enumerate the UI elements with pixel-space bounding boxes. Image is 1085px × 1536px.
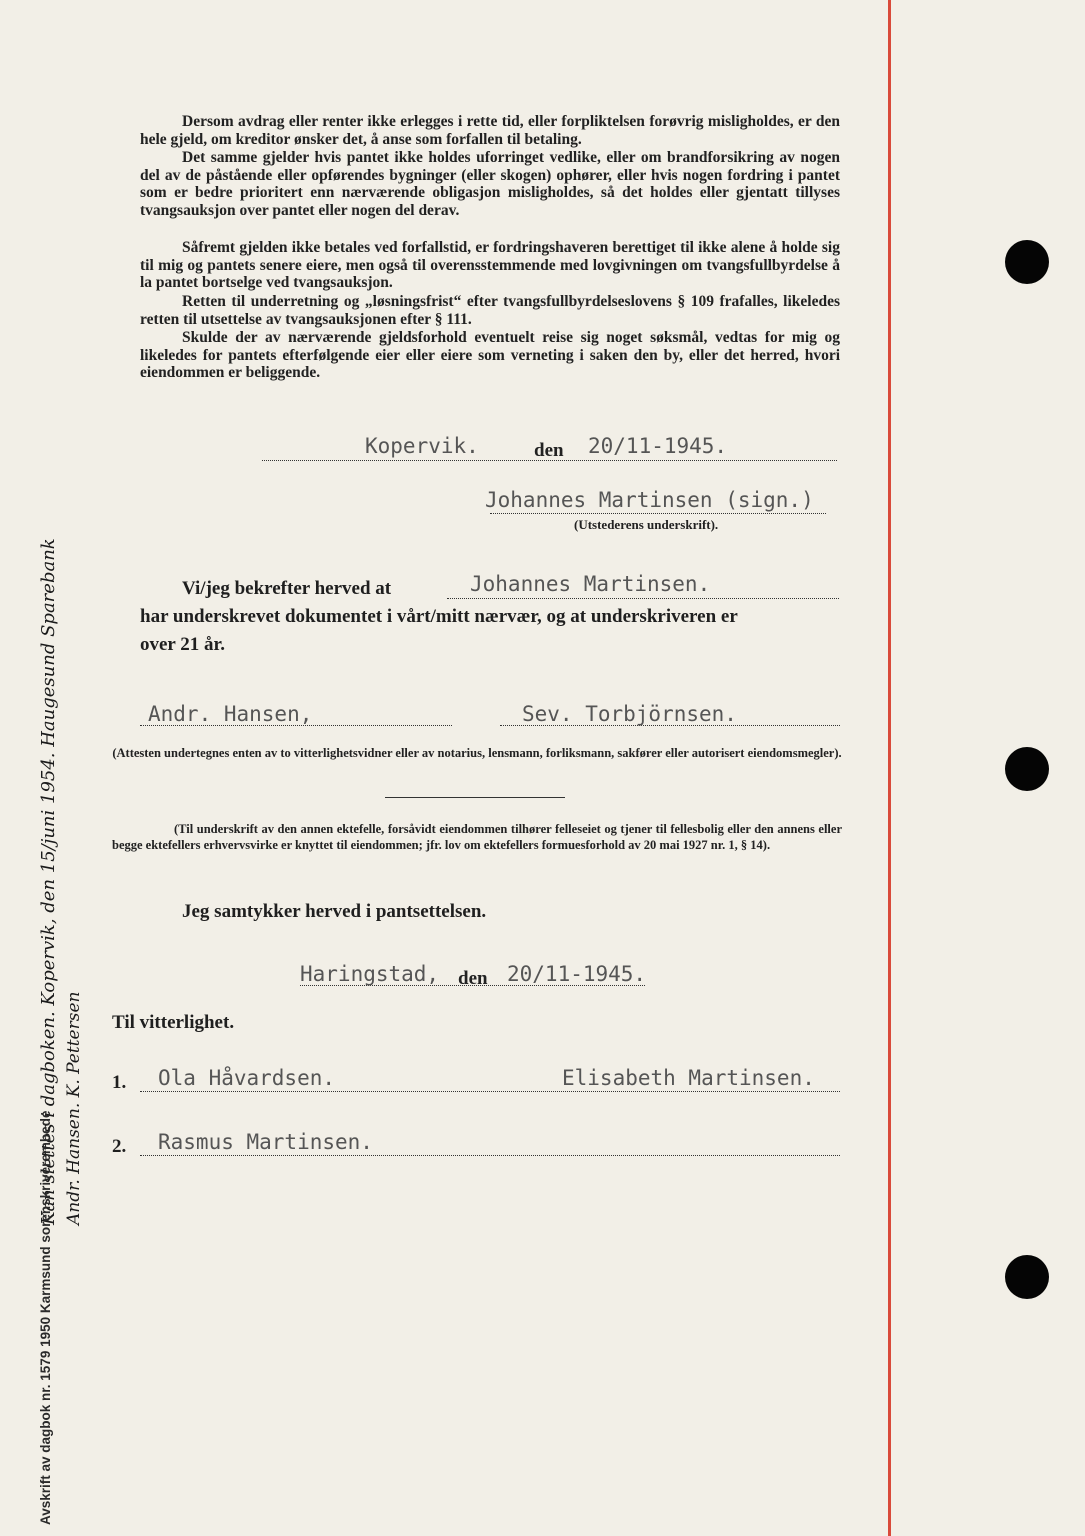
punch-hole: [1005, 240, 1049, 284]
margin-handwriting-2: Andr. Hansen. K. Pettersen: [64, 991, 84, 1225]
witness-right: Sev. Torbjörnsen.: [522, 702, 737, 726]
punch-hole: [1005, 1255, 1049, 1299]
condition-paragraph-1: Dersom avdrag eller renter ikke erlegges i rette tid, eller forpliktelsen forøvrig misligholdes, er den hele gjeld, om kreditor ønsker det, å anse som forfallen til betaling.: [140, 113, 840, 148]
confirmation-line-2: har underskrevet dokumentet i vårt/mitt nærvær, og at underskriveren er: [140, 606, 738, 627]
spouse-note: (Til underskrift av den annen ektefelle, forsåvidt eiendommen tilhører felleseiet og tjener til fellesbolig eller den annens eller begge ektefellers erhvervsvirke er knyttet til eiendommen; jfr. lov om ektefellers formuesforhold av 20 mai 1927 nr. 1, § 14).: [112, 822, 842, 852]
separator-rule: [385, 797, 565, 798]
attest-witness-1: Ola Håvardsen.: [158, 1066, 336, 1090]
den-label: den: [534, 440, 564, 461]
margin-rule: [888, 0, 891, 1536]
confirmation-name-line: [447, 598, 839, 599]
condition-paragraph-5: Skulde der av nærværende gjeldsforhold eventuelt reise sig noget søksmål, vedtas for mig og likeledes for pantets efterfølgende eier eller eiere som verneting i saken den by, eller det herred, hvori eiendommen er beliggende.: [140, 329, 840, 382]
condition-paragraph-2: Det samme gjelder hvis pantet ikke holdes uforringet vedlike, eller om brandforsikring av nogen del av de påstående eller opførendes bygninger (eller skogen) ophører, eller hvis nogen fordring i pantet som er bedre prioritert enn nærværende obligasjon misligholdes, så det holdes eller gjentatt tillyses tvangsauksjon over pantet eller nogen del derav.: [140, 149, 840, 219]
witness-left: Andr. Hansen,: [148, 702, 313, 726]
consent-text: Jeg samtykker herved i pantsettelsen.: [182, 901, 487, 922]
consent-place: Haringstad,: [300, 962, 440, 986]
signature-line: [490, 513, 826, 514]
attest-row-1-number: 1.: [112, 1072, 127, 1093]
punch-hole: [1005, 747, 1049, 791]
attest-row-1-line: [140, 1091, 840, 1092]
attest-witness-2: Rasmus Martinsen.: [158, 1130, 373, 1154]
condition-paragraph-3: Såfremt gjelden ikke betales ved forfallstid, er fordringshaveren berettiget til ikke alene å holde sig til mig og pantets senere eiere, men også til overensstemmende med lovgivningen om tvangsfullbyrdelse å la pantet bortselge ved tvangsauksjon.: [140, 239, 840, 292]
attest-row-2-line: [140, 1155, 840, 1156]
issue-place: Kopervik.: [365, 434, 479, 458]
confirmation-prefix: Vi/jeg bekrefter herved at: [182, 578, 392, 599]
attest-title: Til vitterlighet.: [112, 1012, 235, 1033]
issue-date: 20/11-1945.: [588, 434, 728, 458]
margin-handwriting-1: Kan slettes i dagboken. Kopervik, den 15/juni 1954. Haugesund Sparebank: [38, 538, 59, 1225]
issuer-signature: Johannes Martinsen (sign.): [485, 488, 814, 512]
confirmed-signer: Johannes Martinsen.: [470, 572, 711, 596]
margin-stamp: Avskrift av dagbok nr. 1579 1950 Karmsund sorenskriverembede: [38, 1110, 53, 1525]
confirmation-line-3: over 21 år.: [140, 634, 225, 655]
attest-witness-1b: Elisabeth Martinsen.: [562, 1066, 815, 1090]
attestation-note: (Attesten undertegnes enten av to vitterlighetsvidner eller av notarius, lensmann, forliksmann, sakfører eller autorisert eiendomsmegler).: [112, 746, 842, 760]
signature-caption: (Utstederens underskrift).: [574, 517, 719, 532]
consent-den-label: den: [458, 968, 488, 989]
consent-date: 20/11-1945.: [507, 962, 647, 986]
condition-paragraph-4: Retten til underretning og „løsningsfrist“ efter tvangsfullbyrdelseslovens § 109 frafalles, likeledes retten til utsettelse av tvangsauksjonen efter § 111.: [140, 293, 840, 328]
attest-row-2-number: 2.: [112, 1136, 127, 1157]
